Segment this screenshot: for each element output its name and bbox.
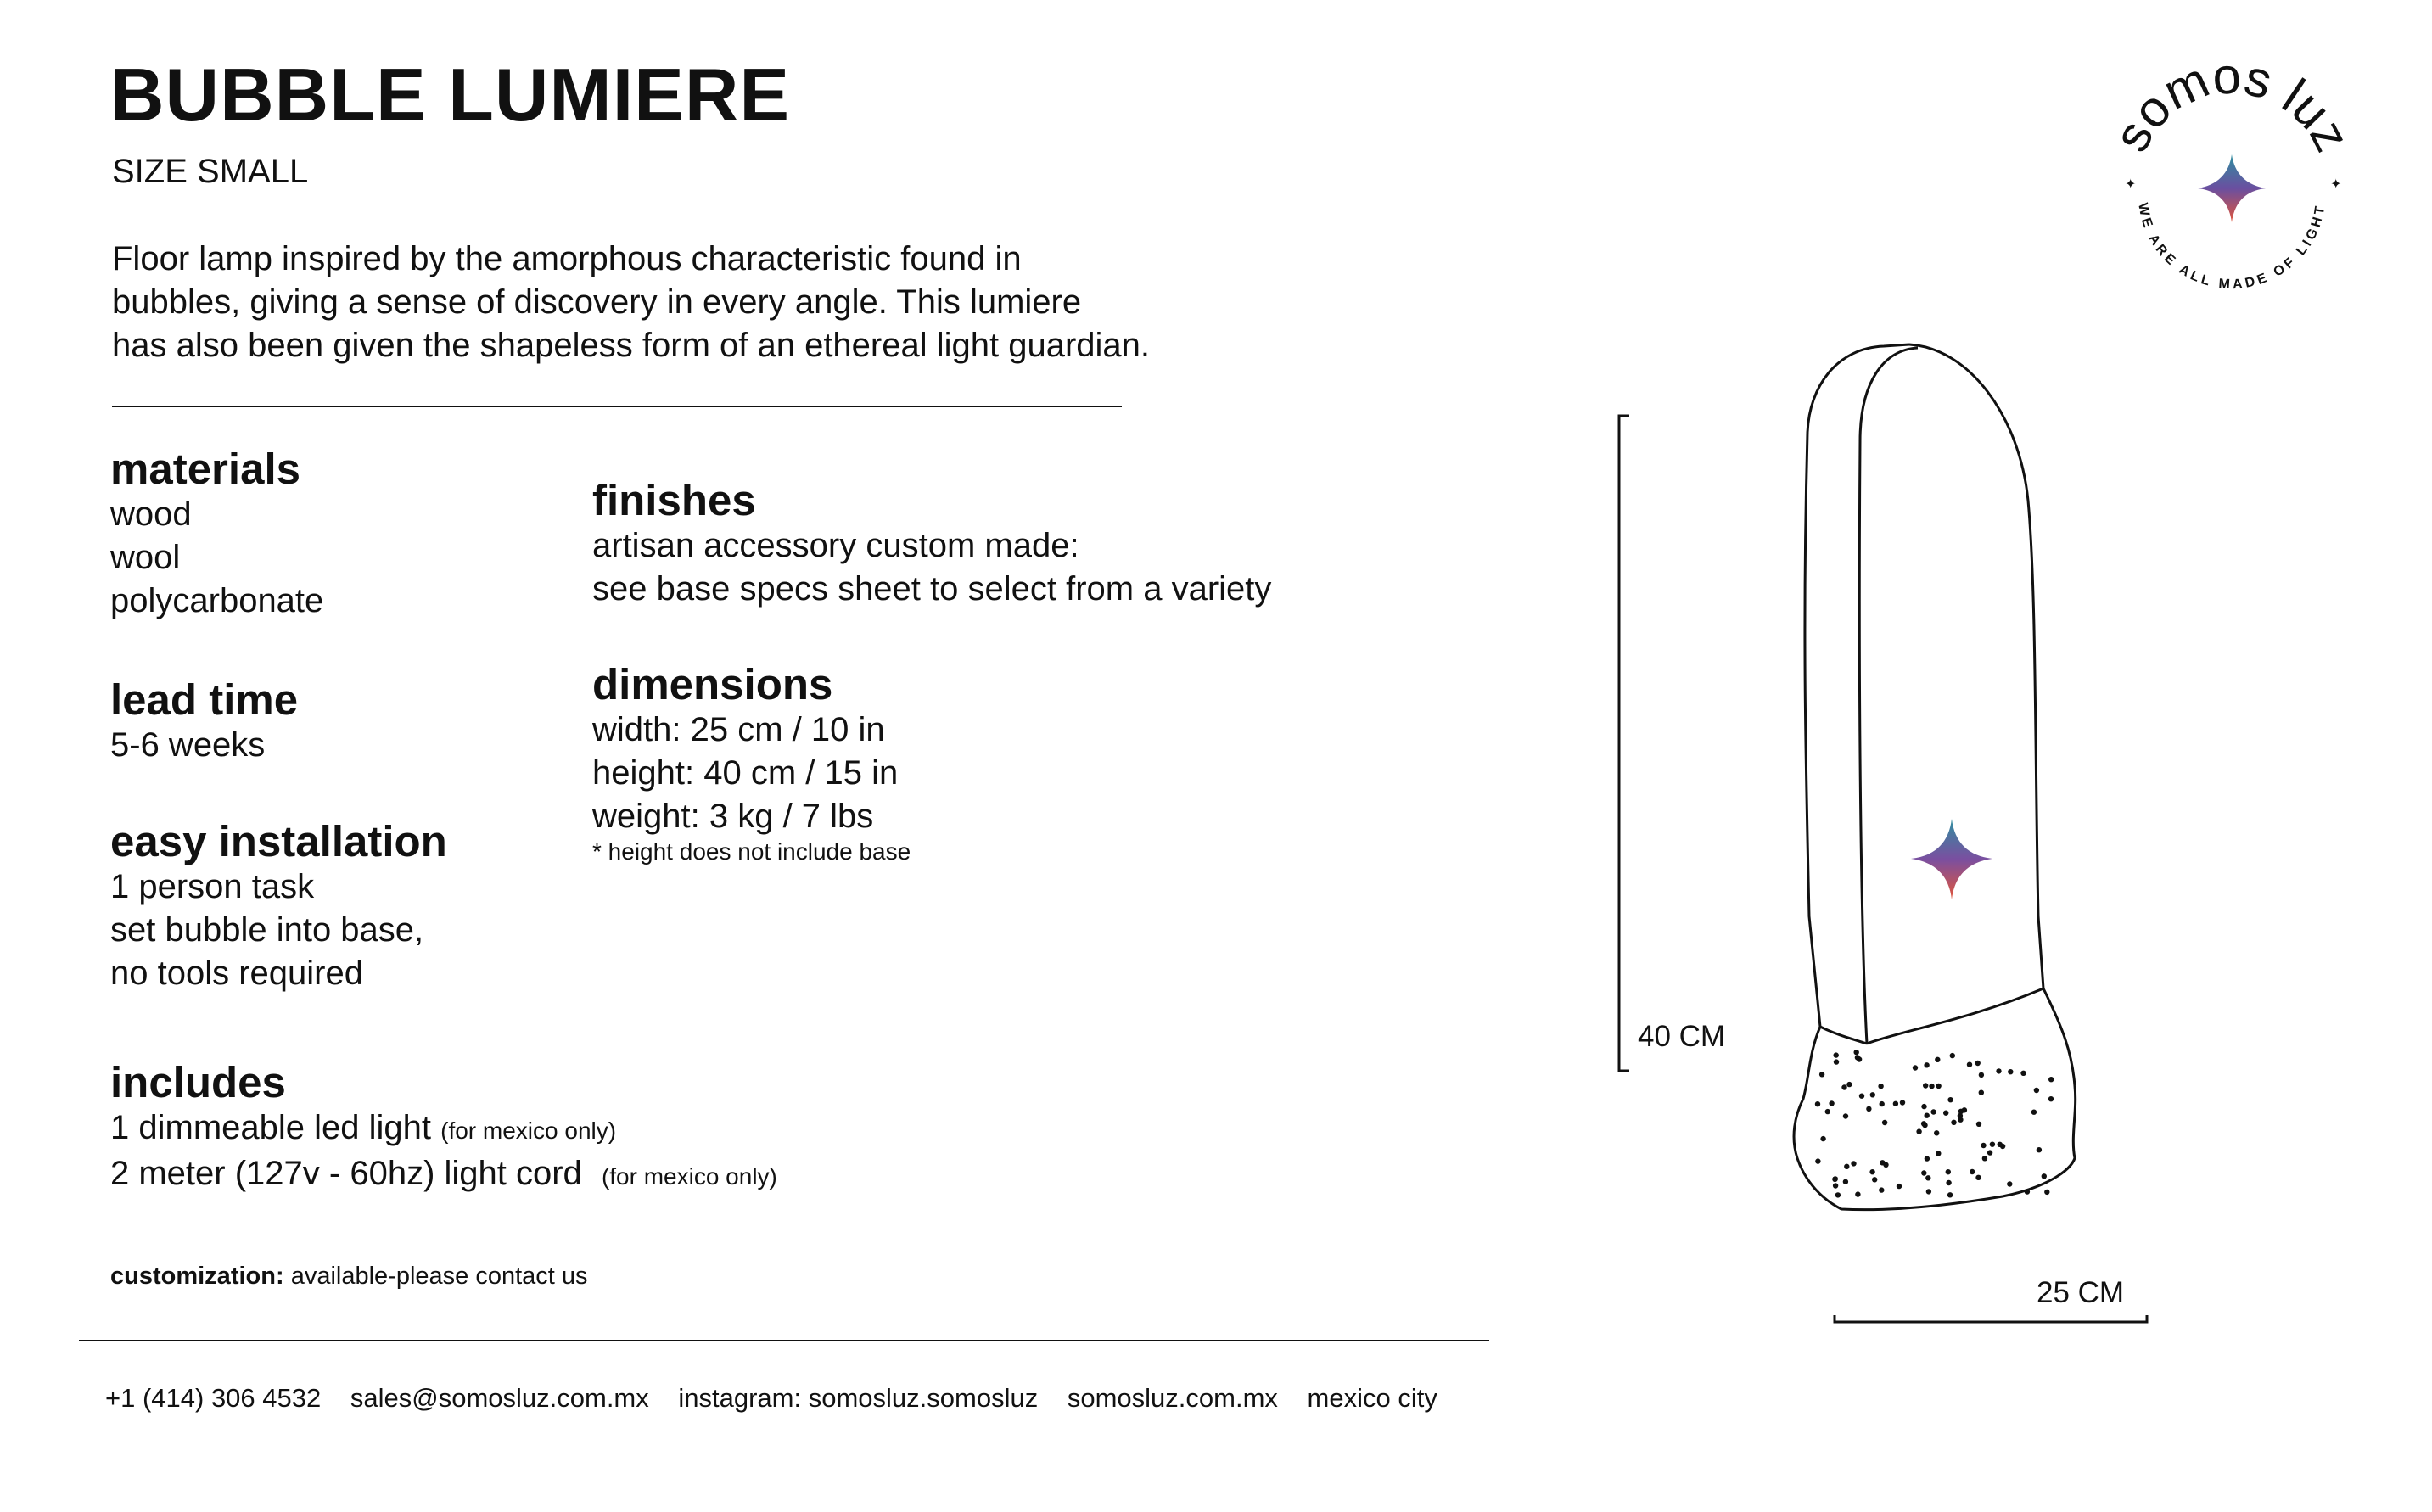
base-dot bbox=[2044, 1190, 2049, 1195]
logo-wordmark: somos luz bbox=[2102, 47, 2362, 160]
includes-item-note: (for mexico only) bbox=[601, 1163, 777, 1190]
base-dot bbox=[1916, 1128, 1921, 1134]
finishes-section bbox=[592, 477, 1356, 611]
description-line: has also been given the shapeless form of an ethereal light guardian. bbox=[112, 327, 1151, 364]
base-dot bbox=[1982, 1156, 1987, 1161]
base-dot bbox=[2020, 1071, 2026, 1076]
lead-time-value: 5-6 weeks bbox=[110, 726, 266, 764]
base-dot bbox=[1893, 1101, 1898, 1106]
base-dot bbox=[1929, 1084, 1934, 1089]
finishes-heading: finishes bbox=[592, 476, 756, 524]
height-dimension-label: 40 CM bbox=[1638, 1020, 1726, 1053]
base-dot bbox=[1925, 1156, 1930, 1161]
dimension-note: * height does not include base bbox=[592, 838, 911, 865]
base-dot bbox=[1946, 1180, 1951, 1185]
base-dot bbox=[1880, 1101, 1885, 1106]
includes-item-text: 1 dimmeable led light bbox=[110, 1109, 431, 1146]
base-dot bbox=[1924, 1062, 1929, 1067]
base-dot bbox=[1946, 1169, 1951, 1174]
base-dot bbox=[1834, 1052, 1839, 1057]
base-dot bbox=[1935, 1057, 1940, 1062]
base-dot bbox=[2042, 1173, 2047, 1179]
base-dot bbox=[2031, 1110, 2037, 1115]
width-dimension-label: 25 CM bbox=[2037, 1276, 2125, 1309]
base-dot bbox=[1869, 1169, 1874, 1174]
logo-dot: ✦ bbox=[2125, 177, 2137, 192]
base-dot bbox=[1947, 1192, 1953, 1197]
base-dot bbox=[1872, 1177, 1877, 1182]
base-dot bbox=[1975, 1175, 1981, 1180]
customization-line bbox=[110, 1261, 588, 1291]
base-dot bbox=[1879, 1187, 1884, 1192]
height-dimension-line bbox=[1619, 416, 1629, 1071]
base-dot bbox=[1825, 1109, 1830, 1114]
base-dot bbox=[1835, 1192, 1841, 1197]
material-item: wool bbox=[110, 539, 181, 576]
base-dot bbox=[2034, 1088, 2039, 1093]
base-dot bbox=[1815, 1158, 1820, 1163]
includes-item bbox=[110, 1152, 874, 1198]
base-dot bbox=[1832, 1177, 1837, 1182]
base-dot bbox=[1925, 1113, 1930, 1118]
footer-instagram[interactable]: instagram: somosluz.somosluz bbox=[678, 1383, 1039, 1413]
lead-time-heading: lead time bbox=[110, 675, 299, 724]
base-dot bbox=[1897, 1184, 1902, 1189]
lamp-drawing bbox=[1612, 322, 2155, 1341]
base-dot bbox=[1841, 1084, 1846, 1089]
base-dot bbox=[1936, 1151, 1941, 1156]
base-dot bbox=[1979, 1090, 1984, 1095]
footer-contact bbox=[105, 1381, 1460, 1415]
base-dot bbox=[1834, 1059, 1839, 1064]
base-dot bbox=[1936, 1084, 1941, 1089]
base-dot bbox=[1934, 1130, 1939, 1135]
width-dimension-line bbox=[1835, 1315, 2147, 1322]
base-dot bbox=[1820, 1136, 1825, 1141]
base-dot bbox=[1950, 1053, 1955, 1058]
footer-city: mexico city bbox=[1307, 1383, 1437, 1413]
base-dot bbox=[1923, 1083, 1928, 1088]
logo-tagline: WE ARE ALL MADE OF LIGHT bbox=[2135, 201, 2328, 293]
base-dot bbox=[1930, 1109, 1936, 1114]
base-dot bbox=[1833, 1183, 1838, 1188]
finishes-item: artisan accessory custom made: bbox=[592, 527, 1079, 564]
base-dot bbox=[1987, 1150, 1992, 1155]
finishes-item: see base specs sheet to select from a variety bbox=[592, 570, 1272, 608]
customization-label: customization: bbox=[110, 1263, 284, 1290]
base-dot bbox=[2048, 1096, 2054, 1101]
base-dot bbox=[1998, 1142, 2003, 1147]
base-dot bbox=[1967, 1062, 1972, 1067]
base-dot bbox=[1819, 1072, 1824, 1077]
base-dot bbox=[1843, 1179, 1848, 1184]
base-dot bbox=[1859, 1094, 1864, 1099]
base-dot bbox=[1878, 1084, 1883, 1089]
base-dot bbox=[2025, 1189, 2030, 1194]
base-dot bbox=[2007, 1181, 2012, 1186]
material-item: wood bbox=[110, 496, 192, 533]
base-dot bbox=[1926, 1189, 1931, 1194]
base-dot bbox=[1975, 1061, 1981, 1066]
installation-item: no tools required bbox=[110, 955, 363, 992]
base-dot bbox=[1846, 1082, 1852, 1087]
base-dot bbox=[1921, 1104, 1926, 1109]
base-dot bbox=[1882, 1120, 1887, 1125]
installation-item: 1 person task bbox=[110, 868, 315, 905]
base-texture-dots bbox=[1815, 1050, 2054, 1198]
base-dot bbox=[1990, 1142, 1995, 1147]
somos-luz-logo bbox=[2102, 47, 2362, 314]
base-dot bbox=[1815, 1101, 1820, 1106]
description-line: bubbles, giving a sense of discovery in every angle. This lumiere bbox=[112, 283, 1082, 321]
footer-email[interactable]: sales@somosluz.com.mx bbox=[350, 1383, 649, 1413]
includes-section bbox=[110, 1059, 874, 1198]
base-dot bbox=[2008, 1069, 2013, 1074]
base-dot bbox=[1921, 1121, 1926, 1126]
base-dot bbox=[1958, 1117, 1963, 1123]
base-dot bbox=[1866, 1106, 1871, 1112]
base-dot bbox=[1843, 1113, 1848, 1118]
base-dot bbox=[1855, 1191, 1860, 1196]
base-dot bbox=[1851, 1161, 1856, 1166]
material-item: polycarbonate bbox=[110, 582, 324, 619]
base-dot bbox=[1981, 1143, 1986, 1148]
base-dot bbox=[1829, 1100, 1834, 1106]
lamp-star-icon bbox=[1911, 819, 1992, 899]
footer-website[interactable]: somosluz.com.mx bbox=[1067, 1383, 1278, 1413]
footer-phone[interactable]: +1 (414) 306 4532 bbox=[105, 1383, 322, 1413]
dimensions-heading: dimensions bbox=[592, 660, 833, 708]
dimension-item: height: 40 cm / 15 in bbox=[592, 754, 899, 792]
base-dot bbox=[1947, 1097, 1953, 1102]
description-line: Floor lamp inspired by the amorphous characteristic found in bbox=[112, 240, 1022, 277]
base-dot bbox=[2048, 1077, 2054, 1082]
base-dot bbox=[1900, 1100, 1905, 1105]
base-dot bbox=[1925, 1175, 1930, 1180]
logo-dot: ✦ bbox=[2330, 177, 2342, 192]
base-dot bbox=[1921, 1170, 1926, 1175]
page-title: BUBBLE LUMIERE bbox=[110, 53, 791, 137]
base-dot bbox=[1951, 1120, 1956, 1125]
includes-heading: includes bbox=[110, 1058, 286, 1106]
base-dot bbox=[1844, 1164, 1849, 1169]
base-dot bbox=[1996, 1068, 2001, 1073]
product-description bbox=[112, 238, 1300, 367]
dimension-item: weight: 3 kg / 7 lbs bbox=[592, 798, 874, 835]
base-dot bbox=[1943, 1111, 1948, 1116]
base-dot bbox=[1913, 1065, 1918, 1070]
customization-value: available-please contact us bbox=[290, 1263, 588, 1290]
divider bbox=[112, 406, 1122, 407]
base-dot bbox=[1870, 1092, 1875, 1097]
lamp-bubble-outline bbox=[1805, 344, 2043, 1044]
base-dot bbox=[1855, 1055, 1860, 1060]
dimension-item: width: 25 cm / 10 in bbox=[592, 711, 885, 748]
installation-heading: easy installation bbox=[110, 817, 447, 865]
base-dot bbox=[1979, 1072, 1984, 1078]
includes-item bbox=[110, 1106, 874, 1152]
footer-divider bbox=[79, 1340, 1489, 1341]
page-subtitle: SIZE SMALL bbox=[112, 153, 309, 190]
includes-item-note: (for mexico only) bbox=[440, 1117, 617, 1144]
base-dot bbox=[1962, 1107, 1967, 1112]
base-dot bbox=[1854, 1050, 1859, 1055]
materials-heading: materials bbox=[110, 445, 300, 493]
dimensions-section bbox=[592, 661, 1356, 865]
four-point-star-icon bbox=[2198, 154, 2266, 222]
base-dot bbox=[1880, 1160, 1885, 1165]
includes-item-text: 2 meter (127v - 60hz) light cord bbox=[110, 1155, 582, 1192]
base-dot bbox=[1976, 1122, 1981, 1127]
base-dot bbox=[1970, 1169, 1975, 1174]
base-dot bbox=[2037, 1147, 2042, 1152]
installation-item: set bubble into base, bbox=[110, 911, 424, 949]
